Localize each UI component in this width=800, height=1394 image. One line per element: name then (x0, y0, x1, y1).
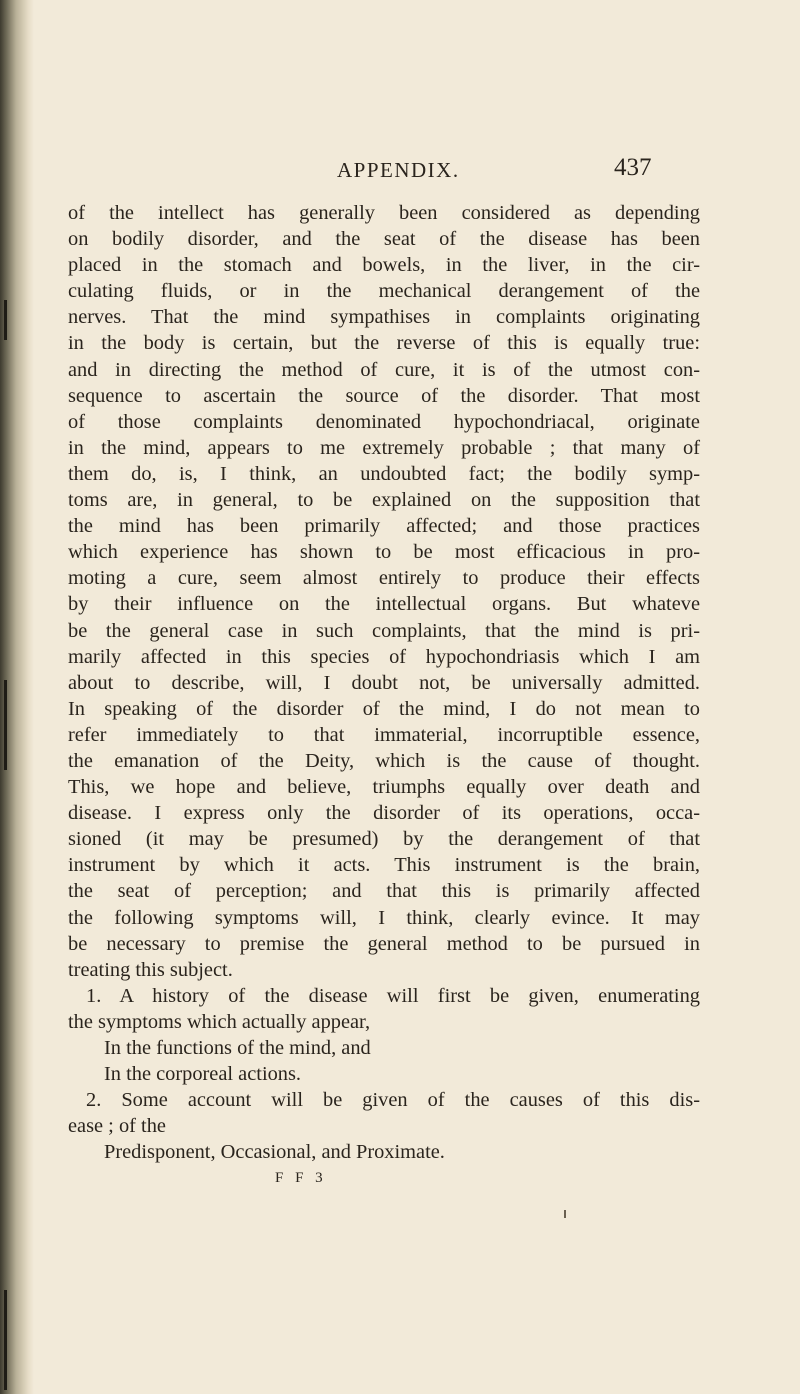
text-line: the emanation of the Deity, which is the cause of thought. (68, 749, 700, 772)
binding-mark (4, 1290, 7, 1390)
text-line: and in directing the method of cure, it is of the utmost con- (68, 358, 700, 381)
text-line: placed in the stomach and bowels, in the liver, in the cir- (68, 254, 700, 277)
text-line: the mind has been primarily affected; and those practices (68, 515, 700, 538)
text-line: in the body is certain, but the reverse of this is equally true: (68, 332, 700, 355)
page-header (0, 154, 800, 192)
sub-item: In the functions of the mind, and (104, 1037, 371, 1059)
text-line: In speaking of the disorder of the mind, I do not mean to (68, 697, 700, 720)
text-line: on bodily disorder, and the seat of the disease has been (68, 228, 700, 251)
text-line: sequence to ascertain the source of the disorder. That most (68, 384, 700, 407)
text-line: refer immediately to that immaterial, incorruptible essence, (68, 723, 700, 746)
text-line: about to describe, will, I doubt not, be universally admitted. (68, 671, 700, 694)
text-line: toms are, in general, to be explained on the supposition that (68, 489, 700, 512)
text-line: the following symptoms will, I think, clearly evince. It may (68, 906, 700, 929)
text-line: culating fluids, or in the mechanical derangement of the (68, 280, 700, 303)
ink-speck (564, 1210, 566, 1218)
text-line: This, we hope and believe, triumphs equally over death and (68, 776, 700, 799)
sub-item: In the corporeal actions. (104, 1063, 302, 1086)
text-line: sioned (it may be presumed) by the derangement of that (68, 828, 700, 851)
text-line: in the mind, appears to me extremely probable ; that many of (68, 436, 700, 459)
text-line: marily affected in this species of hypochondriasis which I am (68, 645, 700, 668)
text-line: of the intellect has generally been considered as depending (68, 202, 700, 224)
running-head: APPENDIX. (337, 158, 460, 182)
text-line: disease. I express only the disorder of its operations, occa- (68, 802, 700, 825)
list-item-heading: 2. Some account will be given of the causes of this dis- (86, 1089, 700, 1112)
sub-item: Predisponent, Occasional, and Proximate. (104, 1141, 445, 1164)
text-line: be necessary to premise the general method to be pursued in (68, 932, 700, 955)
text-line: which experience has shown to be most efficacious in pro- (68, 541, 700, 564)
text-line: moting a cure, seem almost entirely to produce their effects (68, 567, 700, 590)
signature-mark: F F 3 (275, 1170, 327, 1186)
binding-mark (4, 680, 7, 770)
text-line: be the general case in such complaints, that the mind is pri- (68, 619, 700, 642)
text-line: by their influence on the intellectual organs. But whateve (68, 593, 700, 616)
text-line: ease ; of the (68, 1115, 166, 1138)
binding-mark (4, 300, 7, 340)
text-line: treating this subject. (68, 958, 233, 981)
body-text (68, 200, 700, 1165)
text-line: the seat of perception; and that this is primarily affected (68, 880, 700, 903)
text-line: of those complaints denominated hypochondriacal, originate (68, 410, 700, 433)
page-number: 437 (614, 154, 652, 181)
text-line: nerves. That the mind sympathises in complaints originating (68, 306, 700, 329)
text-line: instrument by which it acts. This instrument is the brain, (68, 854, 700, 877)
list-item-heading: 1. A history of the disease will first be given, enumerating (86, 984, 700, 1007)
text-line: the symptoms which actually appear, (68, 1010, 371, 1033)
text-line: them do, is, I think, an undoubted fact; the bodily symp- (68, 462, 700, 485)
